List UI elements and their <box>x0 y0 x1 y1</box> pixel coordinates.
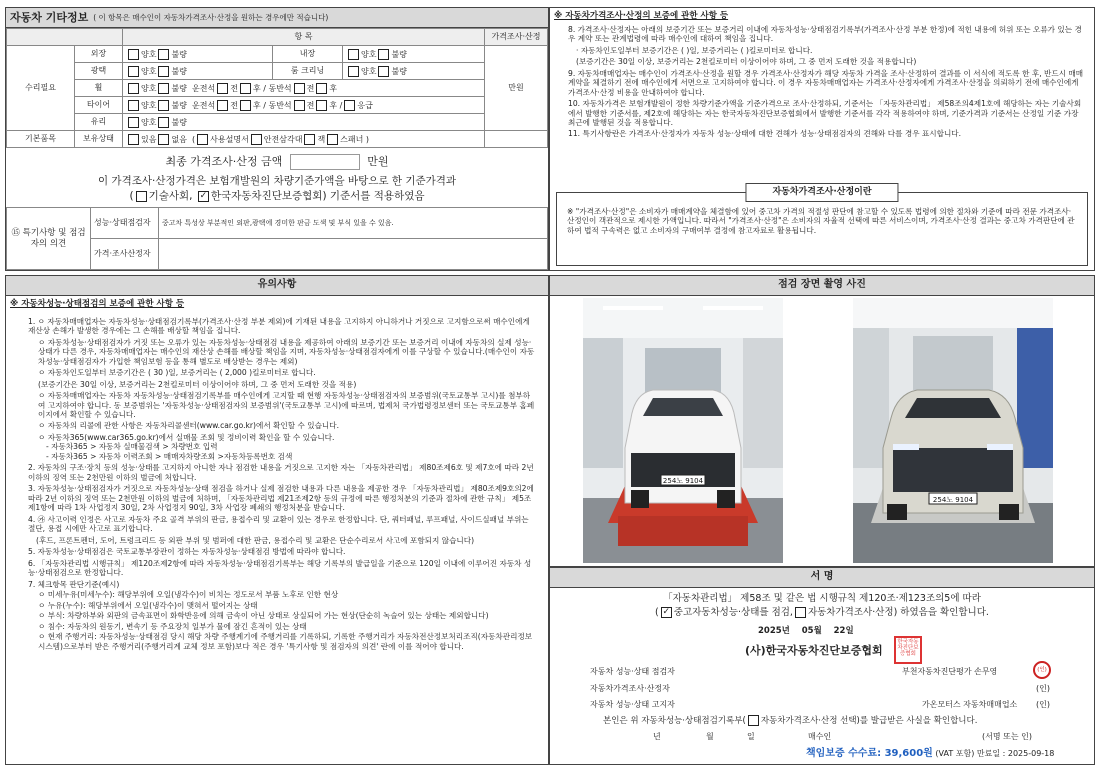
note-item: 3. 자동차성능·상태점검자가 거짓으로 자동차성능·상태 점검을 하거나 실제 점검한 내용과 다른 내용을 제공한 경우 「자동차관리법」 제80조제9호의2에 따라 2년 이하의 징역 또는 2천만원 이하의 벌금에 처하며, 「자동차관리법 제21조제2항 등의 규정에 따른 행정처분의 기준과 절차에 관한 규칙」 제5조제1항에 따라 1차 사업정지 30일, 2차 사업정지 90일, 3차 사업장 폐쇄의 행정처분을 받습니다. <box>28 484 534 513</box>
checkbox[interactable] <box>217 100 228 111</box>
vehicle-info-note: ( 이 항목은 매수인이 자동차가격조사·산정을 원하는 경우에만 적습니다) <box>93 12 329 22</box>
notes-sub <box>6 296 548 313</box>
option-label: 양호 <box>361 49 377 59</box>
option-label: 불량 <box>391 66 407 76</box>
checkbox[interactable] <box>378 49 389 60</box>
option-label: 불량 <box>171 83 187 93</box>
vehicle-info-section <box>5 7 549 271</box>
option-label: 불량 <box>171 49 187 59</box>
option-label: 후 / 동반석 <box>252 100 292 110</box>
option-label: 전 <box>306 83 315 93</box>
date-day: 22 <box>833 626 846 636</box>
note-item: ㅇ 자동차매매업자는 자동차 자동차성능·상태점검기록부를 매수인에게 고지할 때 현행 자동차성능·상태점검자의 보증범위(국토교통부 고시)를 첨부하여 고지하여야 합니다. 동 보증범위는 '자동차성능·상태점검자의 보증범위'(국토교통부 고시)에 따르며, 법제처 국가법령정보센터 또는 국토교통부 홈페이지에서 확인할 수 있습니다. <box>38 391 535 419</box>
checkbox-kaida[interactable]: ✓ <box>199 190 208 201</box>
sign-line2-b: 자동차가격조사·산정) 하였음을 확인합니다. <box>807 606 989 618</box>
fee-label: 책임보증 수수료: 39,600원 <box>806 748 933 759</box>
date-month: 05 <box>801 626 814 636</box>
option-label: 후 <box>329 83 338 93</box>
receipt-year: 년 <box>653 732 661 741</box>
option-label: 있음 <box>141 134 157 144</box>
checkbox-price[interactable] <box>795 607 806 618</box>
notes-title: 유의사항 <box>6 276 548 296</box>
option-label: 전 <box>230 83 238 93</box>
row-tire-label: 타이어 <box>75 97 123 114</box>
option-label: 없음 <box>171 134 187 144</box>
note-item: 1. ㅇ 자동차매매업자는 자동차성능·상태점검기록부(가격조사·산정 부분 제외)에 기재된 내용을 고지하지 아니하거나 거짓으로 고지함으로써 매수인에게 재산상 손해가 발생한 경우에는 그 손해를 배상할 책임을 집니다. <box>28 316 530 336</box>
opinion-appraiser-text <box>159 239 548 270</box>
checkbox[interactable] <box>344 100 355 111</box>
basis-open: ( <box>129 190 134 203</box>
checkbox[interactable] <box>128 66 139 77</box>
basis-line2 <box>6 190 548 203</box>
option-label: 스패너 ) <box>340 134 370 144</box>
sign-line1: 「자동차관리법」 제58조 및 같은 법 시행규칙 제120조·제123조의5에 따라 <box>663 593 981 604</box>
vehicle-info-table <box>6 28 548 148</box>
expire-date: 만료일 : 2025-09-18 <box>976 749 1055 758</box>
note-item: ㅇ 자동차성능·상태점검자가 거짓 또는 오류가 있는 자동차성능·상태점검 내용을 제공하여 아래의 보증기간 또는 보증거리 이내에 자동차의 실제 성능·상태가 다른 경우, 자동차매매업자는 매수인의 재산상 손해를 배상할 책임을 지며, 자동차성능·상태점검자에게 이를 구상할 수 있습니다.(매수인이 자동차성능·상태점검자가 가입한 책임보험 등을 통해 별도로 배상받는 경우는 제외) <box>38 337 535 366</box>
opinion-table <box>6 207 548 270</box>
sign-title: 서 명 <box>550 568 1094 588</box>
basis-option-2: 한국자동차진단보증협회 <box>210 190 323 203</box>
basic-items-sub: 보유상태 <box>75 131 123 148</box>
plate-number-2: 254노 9104 <box>932 496 974 504</box>
vehicle-info-header <box>6 8 548 28</box>
sign-date <box>758 626 854 637</box>
row-glass-label: 유리 <box>75 114 123 131</box>
price-warranty-title <box>550 8 1094 25</box>
checkbox[interactable] <box>316 83 327 94</box>
receipt-day: 일 <box>747 732 755 741</box>
checkbox[interactable] <box>158 83 169 94</box>
org-seal-icon: 한국자동차진단보증협회 <box>894 636 922 664</box>
option-label: 운전석 <box>192 100 216 110</box>
sign-line2-a: 중고자동차성능·상태를 점검, <box>673 606 793 618</box>
checkbox[interactable] <box>128 83 139 94</box>
fee-row <box>806 748 1054 761</box>
note-item: 2. 자동차의 구조·장치 등의 성능·상태를 고지하지 아니한 자나 점검한 내용을 거짓으로 고지한 자는 「자동차관리법」 제80조제6호 및 제7호에 따라 2년 이하의 징역 또는 2천만원 이하의 벌금에 처합니다. <box>28 463 534 482</box>
checkbox[interactable] <box>294 83 305 94</box>
notes-section <box>5 275 549 765</box>
checkbox[interactable] <box>128 100 139 111</box>
note-item: ㅇ 자동차365(www.car365.go.kr)에서 실매물 조회 및 정비이력 확인을 할 수 있습니다. <box>38 432 335 442</box>
warranty-item: 10. 자동차가격은 보험개발원이 정한 차량기준가액을 기준가격으로 조사·산정하되, 기준서는 「자동차관리법」 제58조의4제1호에 해당하는 자는 기술사회에서 발행한 기준서를, 제2호에 해당하는 자는 한국자동차진단보증협회에서 발행한 기준서를 각각 적용하여야 하며, 기준가격과 기준서는 산정일 기준 가장 최근에 발행된 것을 적용합니다. <box>568 99 1082 127</box>
checkbox-performance[interactable]: ✓ <box>662 606 671 617</box>
note-item: ㅇ 현재 주행거리: 자동차성능·상태점검 당시 해당 차량 주행계기에 주행거리를 기록하되, 기록한 주행거리가 자동차전산정보처리조직(자동차관리정보시스템)으로부터 받은 주행거리(주행거리계 교체 정보 포함)보다 적은 경우 '특기사항 및 점검자의 의견' 란에 이를 적어야 합니다. <box>38 632 533 651</box>
checkbox[interactable] <box>316 100 327 111</box>
price-warranty-items <box>550 25 1094 139</box>
option-label: 양호 <box>141 83 157 93</box>
option-label: 양호 <box>141 66 157 76</box>
inspection-photo-front <box>583 298 783 563</box>
option-label: 양호 <box>141 49 157 59</box>
checkbox[interactable] <box>251 134 262 145</box>
option-label: 양호 <box>141 100 157 110</box>
checkbox-tech-society[interactable] <box>136 191 147 202</box>
opinion-appraiser-label: 가격·조사산정자 <box>91 239 159 270</box>
note-item: ㅇ 자동차의 리콜에 관한 사항은 자동차리콜센터(www.car.go.kr)에서 확인할 수 있습니다. <box>38 421 339 431</box>
option-label: 전 <box>306 100 315 110</box>
option-label: ( <box>192 134 196 144</box>
col-item: 항 목 <box>123 29 485 46</box>
checkbox[interactable] <box>240 100 251 111</box>
checkbox[interactable] <box>327 134 338 145</box>
buyer-signature: (서명 또는 인) <box>982 732 1032 741</box>
date-year: 2025 <box>758 626 782 636</box>
option-label: 불량 <box>171 66 187 76</box>
checkbox[interactable] <box>217 83 228 94</box>
checkbox-receipt[interactable] <box>748 715 759 726</box>
warranty-item: (보증기간은 30일 이상, 보증거리는 2천킬로미터 이상이어야 하며, 그 중 먼저 도래한 것을 적용합니다) <box>576 57 917 67</box>
checkbox[interactable] <box>158 117 169 128</box>
option-label: 양호 <box>141 117 157 127</box>
row-interior-label: 내장 <box>273 46 343 63</box>
checkbox[interactable] <box>158 66 169 77</box>
option-label: 후 / 동반석 <box>252 83 292 93</box>
receipt-a: 본인은 위 자동차성능·상태점검기록부( <box>603 716 746 726</box>
basis-tail: ) 기준서를 적용하였음 <box>322 190 425 203</box>
option-label: 불량 <box>171 100 187 110</box>
opinion-inspector-label: 성능·상태점검자 <box>91 208 159 239</box>
note-item: ㅇ 부식: 차량하부와 외판의 금속표면이 화학반응에 의해 금속이 아닌 상태로 상실되어 가는 현상(단순히 녹슬어 있는 상태는 제외합니다) <box>38 611 489 621</box>
plate-number-1: 254노 9104 <box>662 477 704 485</box>
row-exterior-label: 외장 <box>75 46 123 63</box>
photo-title: 점검 장면 촬영 사진 <box>550 276 1094 296</box>
opinion-label: ⑮ 특기사항 및 점검자의 의견 <box>7 208 91 270</box>
final-price-unit: 만원 <box>367 155 389 168</box>
warranty-item: 8. 가격조사·산정자는 아래의 보증기간 또는 보증거리 이내에 자동차성능·상태점검기록부(가격조사·산정 부분 한정)에 적힌 내용에 허위 또는 오류가 있는 경우 계약 또는 관계법령에 따라 매수인에 대하여 책임을 집니다. <box>568 24 1082 44</box>
receipt-b: 자동차가격조사·산정 선택)를 발급받은 사실을 확인합니다. <box>760 716 978 726</box>
repair-label: 수리필요 <box>7 46 75 131</box>
final-price-row <box>6 154 548 170</box>
basis-option-1: 기술사회, <box>148 190 193 203</box>
note-item: ㅇ 미세누유(미세누수): 해당부위에 오일(냉각수)이 비치는 정도로서 부품 노후로 인한 현상 <box>38 590 339 600</box>
checkbox[interactable] <box>348 49 359 60</box>
fee-vat: (VAT 포함) <box>935 749 975 758</box>
price-warranty-title-text: ※ 자동차가격조사·산정의 보증에 관한 사항 등 <box>554 11 729 21</box>
price-warranty-section <box>549 7 1095 271</box>
appraiser-label: 자동차가격조사·산정자 <box>590 684 670 693</box>
inspection-photo-front-2 <box>853 298 1053 563</box>
unit-won: 만원 <box>485 46 548 131</box>
final-price-label: 최종 가격조사·산정 금액 <box>165 155 283 168</box>
warranty-item: · 자동차인도일부터 보증기간은 ( )일, 보증거리는 ( )킬로미터로 합니다. <box>576 45 813 55</box>
inspector-seal-icon: (인) <box>1033 661 1051 679</box>
date-year-unit: 년 <box>781 626 790 636</box>
note-item: ㅇ 누유(누수): 해당부위에서 오일(냉각수)이 맺혀서 떨어지는 상태 <box>38 600 258 610</box>
option-label: 불량 <box>391 49 407 59</box>
appraiser-seal: (인) <box>1036 684 1050 693</box>
vehicle-info-title: 자동차 기타정보 <box>10 10 89 24</box>
buyer-label: 매수인 <box>808 732 832 741</box>
org-name: (사)한국자동차진단보증협회 <box>745 644 883 657</box>
checkbox[interactable] <box>378 66 389 77</box>
note-item: ㅇ 침수: 자동차의 원동기, 변속기 등 주요장치 일부가 물에 잠긴 흔적이 있는 상태 <box>38 621 307 631</box>
option-label: 사용설명서 <box>210 134 249 144</box>
option-label: 운전석 <box>192 83 216 93</box>
note-item: (보증기간은 30일 이상, 보증거리는 2천킬로미터 이상이어야 하며, 그 중 먼저 도래한 것을 적용) <box>38 379 357 389</box>
inspector-name: 부천자동차진단평가 손무영 <box>902 667 998 676</box>
checkbox[interactable] <box>128 117 139 128</box>
notifier-seal: (인) <box>1036 700 1050 709</box>
note-item: 7. 체크항목 판단기준(예시) <box>28 579 120 589</box>
checkbox[interactable] <box>128 134 139 145</box>
note-item: ㅇ 자동차인도일부터 보증기간은 ( 30 )일, 보증거리는 ( 2,000 )킬로미터로 합니다. <box>38 368 316 378</box>
note-item: 5. 자동차성능·상태점검은 국토교통부장관이 정하는 자동차성능·상태점검 방법에 따라야 합니다. <box>28 547 346 557</box>
note-item: - 자동차365 > 자동차 이력조회 > 매매자차량조회 >자동차등록번호 검색 <box>46 451 293 461</box>
notes-sub-text: ※ 자동차성능·상태점검의 보증에 관한 사항 등 <box>10 299 185 309</box>
note-item: (후드, 프론트펜더, 도어, 트렁크리드 등 외판 부위 및 범퍼에 대한 판금, 용접수리 및 교환은 단순수리로서 사고에 포함되지 않습니다) <box>36 535 475 545</box>
option-label: 불량 <box>171 117 187 127</box>
date-month-unit: 월 <box>813 626 822 636</box>
col-price: 가격조사·산정 <box>485 29 548 46</box>
checkbox[interactable] <box>294 100 305 111</box>
option-label: 양호 <box>361 66 377 76</box>
checkbox[interactable] <box>158 134 169 145</box>
note-item: 6. 「자동차관리법 시행규칙」 제120조제2항에 따라 자동차성능·상태점검기록부는 해당 기록부의 발급일을 기준으로 120일 이내에 이루어진 자동차 성능·상태점검으로 한정합니다. <box>28 558 532 578</box>
option-label: 응급 <box>357 100 373 110</box>
row-wheel-label: 휠 <box>75 80 123 97</box>
receipt-month: 월 <box>706 732 714 741</box>
checkbox[interactable] <box>240 83 251 94</box>
checkbox[interactable] <box>158 49 169 60</box>
final-price-field[interactable] <box>290 154 360 170</box>
checkbox[interactable] <box>158 100 169 111</box>
notifier-name: 가온모터스 자동차매매업소 <box>922 700 1018 709</box>
warranty-item: 11. 특기사항란은 가격조사·산정자가 자동차 성능·상태에 대한 견해가 성능·상태점검자의 견해와 다를 경우 표시합니다. <box>568 129 962 139</box>
basis-line1: 이 가격조사·산정가격은 보험개발원의 차량기준가액을 바탕으로 한 기준가격과 <box>97 175 457 187</box>
row-gloss-label: 광택 <box>75 63 123 80</box>
price-def-text: ※ "가격조사·산정"은 소비자가 매매계약을 체결함에 있어 중고차 가격의 적절성 판단에 참고할 수 있도록 법령에 의한 절차와 기준에 따라 전문 가격조사·산정인이 객관적으로 제시한 가액입니다. 따라서 "가격조사·산정"은 소비자의 자율적 선택에 따른 서비스이며, 가격조사·산정 결과는 중고차 가격판단에 관하여 법적 구속력은 없고 소비자의 구매여부 결정에 참고자료로 활용됩니다. <box>567 207 1075 235</box>
price-def-title: 자동차가격조사·산정이란 <box>745 183 898 202</box>
checkbox[interactable] <box>348 66 359 77</box>
note-item: - 자동차365 > 자동차 실매물검색 > 차량번호 입력 <box>46 442 218 452</box>
opinion-inspector-text: 중고차 특성상 부분적인 외판,광택에 경미한 판금 도색 및 부식 있을 수 있음. <box>159 208 548 239</box>
option-label: 잭 <box>317 134 326 144</box>
option-label: 후 / <box>329 100 343 110</box>
sign-section <box>549 567 1095 765</box>
checkbox[interactable] <box>128 49 139 60</box>
photo-section <box>549 275 1095 567</box>
row-room-label: 룸 크리닝 <box>273 63 343 80</box>
notifier-label: 자동차 성능·상태 고지자 <box>590 700 675 709</box>
notes-items <box>6 313 548 652</box>
option-label: 안전삼각대 <box>263 134 303 144</box>
sign-line2-open: ( <box>655 606 659 618</box>
note-item: 4. ㉮ 사고이력 인정은 사고로 자동차 주요 골격 부위의 판금, 용접수리 및 교환이 있는 경우로 한정합니다. 단, 쿼터패널, 루프패널, 사이드실패널 부위는 절단, 용접 시에만 사고로 표기합니다. <box>28 514 529 534</box>
date-day-unit: 일 <box>845 626 854 636</box>
receipt-line <box>603 715 977 727</box>
warranty-item: 9. 자동차매매업자는 매수인이 가격조사·산정을 원할 경우 가격조사·산정자가 해당 자동차 가격을 조사·산정하여 결과를 이 서식에 적도록 한 후, 반드시 매매계약을 체결하기 전에 매수인에게 서면으로 고지하여야 합니다. 이 경우 자동차매매업자는 가격조사·산정자에게 가격조사·산정을 의뢰하기 전에 매수인에게 가격조사·산정 비용을 안내하여야 합니다. <box>568 68 1084 97</box>
option-label: 전 <box>230 100 238 110</box>
basic-items-label: 기본품목 <box>7 131 75 148</box>
price-def-box <box>556 187 1088 266</box>
sign-line2 <box>550 607 1094 619</box>
inspector-label: 자동차 성능·상태 점검자 <box>590 667 675 676</box>
checkbox[interactable] <box>304 134 315 145</box>
checkbox[interactable] <box>197 134 208 145</box>
